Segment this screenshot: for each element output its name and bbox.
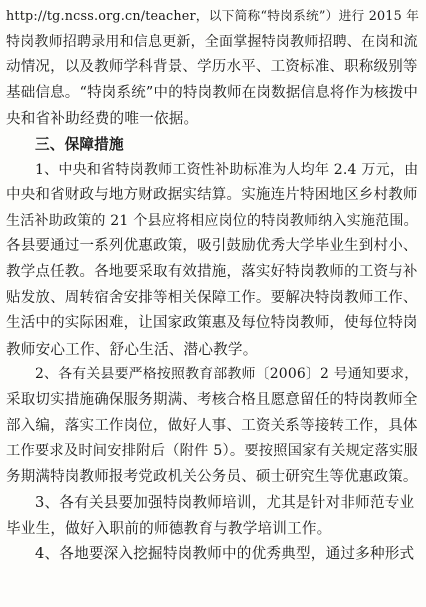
document-line: 工作要求及时间安排附后（附件 5）。要按照国家有关规定落实服 [6, 443, 418, 460]
document-line: 特岗教师招聘录用和信息更新，全面掌握特岗教师招聘、在岗和流 [6, 33, 418, 50]
document-line: 动情况，以及教师学科背景、学历水平、工资标准、职称级别等 [6, 59, 418, 76]
document-line: 央和省补助经费的唯一依据。 [6, 110, 199, 128]
document-line: 2、各有关县要严格按照教育部教师〔2006〕2 号通知要求， [35, 366, 419, 383]
document-line: 毕业生，做好入职前的师德教育与教学培训工作。 [6, 519, 332, 537]
document-line: 1、中央和省特岗教师工资性补助标准为人均年 2.4 万元，由 [35, 161, 419, 178]
document-line: 生活补助政策的 21 个县应将相应岗位的特岗教师纳入实施范围。 [6, 212, 418, 229]
document-line: 基础信息。“特岗系统”中的特岗教师在岗数据信息将作为核拨中 [6, 84, 419, 101]
document-line: 中央和省财政与地方财政据实结算。实施连片特困地区乡村教师 [6, 187, 418, 204]
document-line: 采取切实措施确保服务期满、考核合格且愿意留任的特岗教师全 [6, 391, 418, 408]
document-line: 生活中的实际困难，让国家政策惠及每位特岗教师，使每位特岗 [6, 315, 418, 332]
document-line: 贴发放、周转宿舍安排等相关保障工作。要解决特岗教师工作、 [6, 289, 418, 306]
document-line: http://tg.ncss.org.cn/teacher，以下简称“特岗系统”）进行 2015 年 [6, 9, 420, 24]
document-body [6, 4, 420, 567]
document-line: 3、各有关县要加强特岗教师培训，尤其是针对非师范专业 [35, 494, 415, 512]
section-heading: 三、保障措施 [35, 135, 124, 153]
document-line: 4、各地要深入挖掘特岗教师中的优秀典型，通过多种形式 [35, 545, 415, 563]
document-line: 务期满特岗教师报考党政机关公务员、硕士研究生等优惠政策。 [6, 468, 418, 485]
document-line: 教师安心工作、舒心生活、潜心教学。 [6, 340, 258, 358]
document-line: 各县要通过一系列优惠政策，吸引鼓励优秀大学毕业生到村小、 [6, 238, 418, 255]
document-line: 教学点任教。各地要采取有效措施，落实好特岗教师的工资与补 [6, 263, 418, 280]
document-line: 部入编，落实工作岗位，做好人事、工资关系等接转工作，具体 [6, 417, 418, 434]
